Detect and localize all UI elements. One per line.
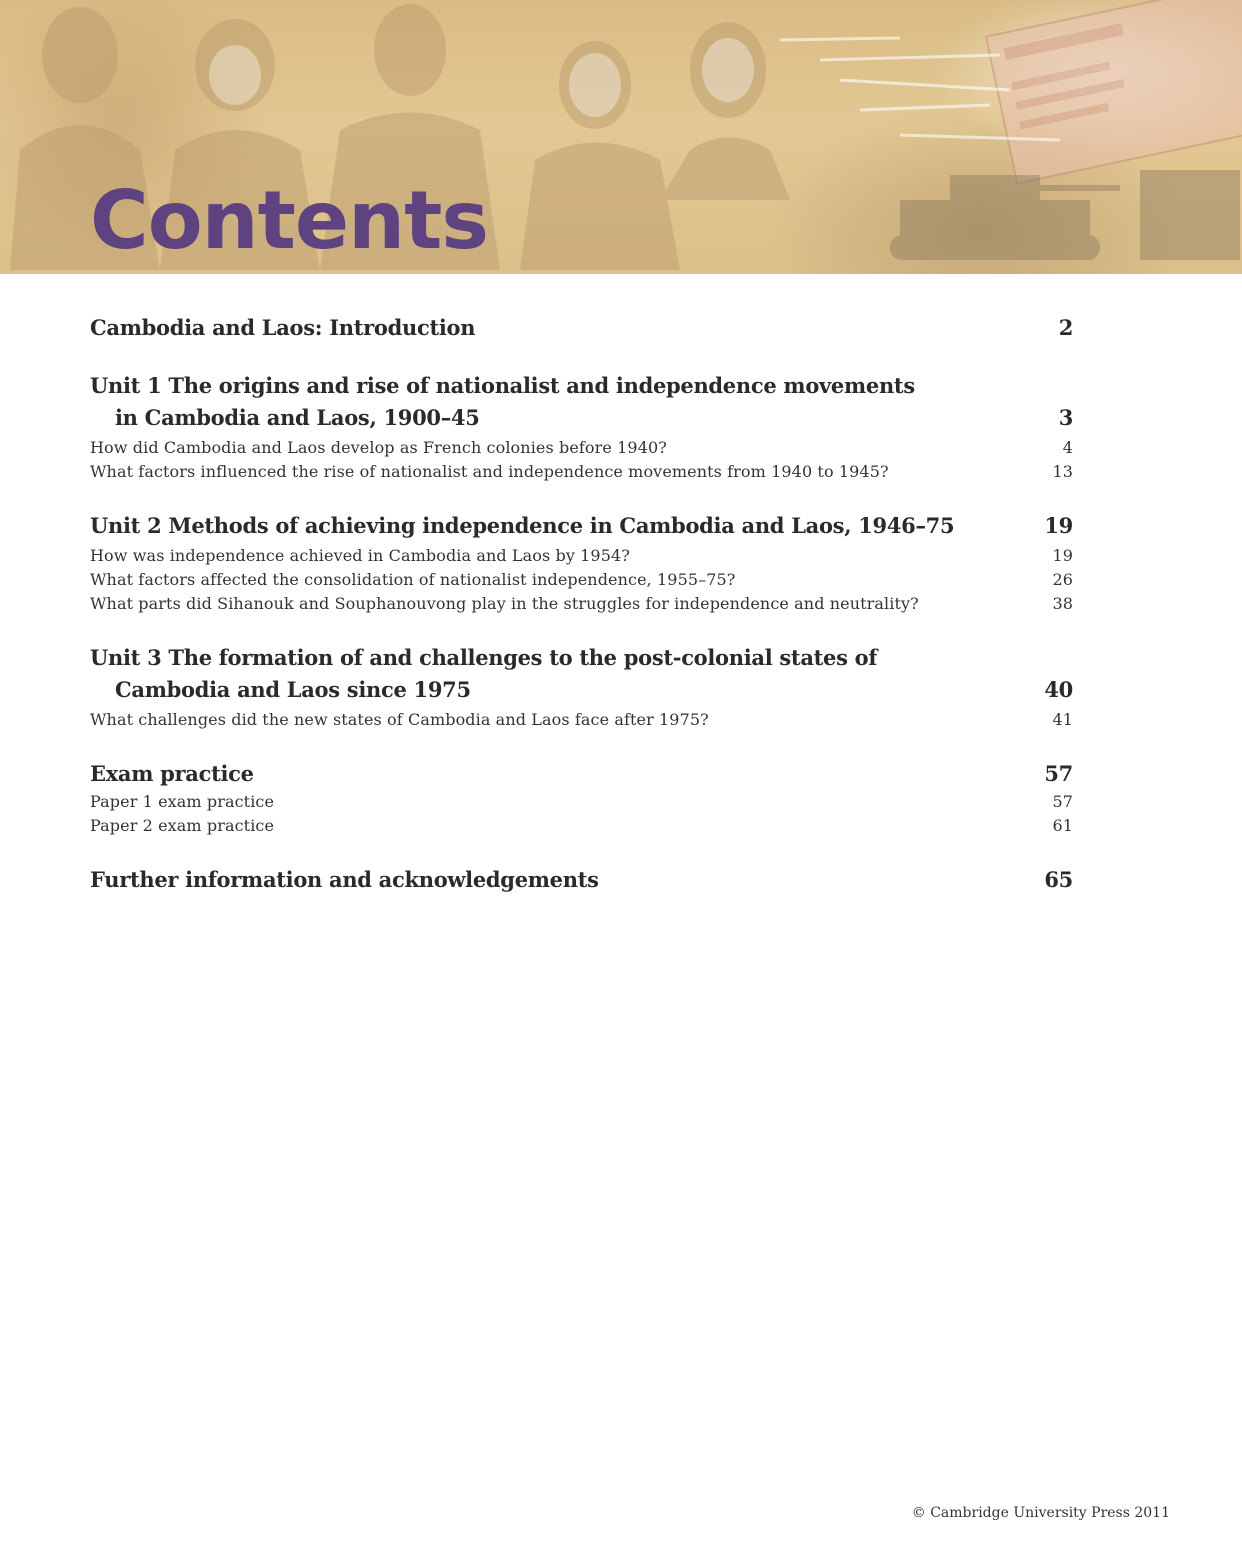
toc-entry-page: 19 bbox=[1052, 546, 1073, 565]
toc-section-further-information bbox=[90, 864, 1073, 896]
toc-entry[interactable] bbox=[90, 460, 1073, 484]
toc-heading-title: Unit 2 Methods of achieving independence in Cambodia and Laos, 1946–75 bbox=[90, 513, 955, 538]
toc-section-unit-3 bbox=[90, 642, 1073, 732]
toc-heading-page: 65 bbox=[1044, 867, 1073, 892]
toc-heading-page: 57 bbox=[1044, 761, 1073, 786]
toc-entry-page: 26 bbox=[1052, 570, 1073, 589]
toc-entry[interactable] bbox=[90, 708, 1073, 732]
table-of-contents bbox=[90, 312, 1073, 922]
toc-entry-title: How was independence achieved in Cambodia and Laos by 1954? bbox=[90, 546, 630, 565]
toc-heading-row[interactable] bbox=[90, 370, 1073, 434]
toc-entry-title: How did Cambodia and Laos develop as French colonies before 1940? bbox=[90, 438, 667, 457]
toc-heading-page: 40 bbox=[1044, 677, 1073, 702]
page-title: Contents bbox=[90, 174, 488, 267]
toc-entry-title: Paper 2 exam practice bbox=[90, 816, 275, 835]
toc-heading-page: 2 bbox=[1058, 315, 1073, 340]
toc-entry-page: 38 bbox=[1052, 594, 1073, 613]
toc-entry-page: 13 bbox=[1052, 462, 1073, 481]
toc-section-unit-2 bbox=[90, 510, 1073, 616]
toc-heading-title-line-1: Unit 3 The formation of and challenges to the post-colonial states of bbox=[90, 645, 878, 670]
toc-entry[interactable] bbox=[90, 814, 1073, 838]
toc-entry-title: What factors influenced the rise of nationalist and independence movements from 1940 to 1945? bbox=[90, 462, 889, 481]
toc-section-unit-1 bbox=[90, 370, 1073, 484]
copyright-notice: © Cambridge University Press 2011 bbox=[911, 1505, 1170, 1521]
toc-entry[interactable] bbox=[90, 436, 1073, 460]
toc-entry-page: 41 bbox=[1052, 710, 1073, 729]
toc-entry-page: 61 bbox=[1052, 816, 1073, 835]
toc-section-exam-practice bbox=[90, 758, 1073, 838]
toc-heading-title: Exam practice bbox=[90, 761, 254, 786]
toc-heading-title-line-1: Unit 1 The origins and rise of nationalist and independence movements bbox=[90, 373, 915, 398]
toc-section-intro bbox=[90, 312, 1073, 344]
toc-heading-row[interactable] bbox=[90, 642, 1073, 706]
toc-heading-row[interactable] bbox=[90, 312, 1073, 344]
toc-entry[interactable] bbox=[90, 790, 1073, 814]
toc-heading-row[interactable] bbox=[90, 510, 1073, 542]
toc-entry-title: What parts did Sihanouk and Souphanouvong play in the struggles for independence and neutrality? bbox=[90, 594, 919, 613]
toc-heading-title: Further information and acknowledgements bbox=[90, 867, 599, 892]
toc-heading-page: 3 bbox=[1058, 405, 1073, 430]
toc-entry-page: 4 bbox=[1062, 438, 1073, 457]
toc-entry-title: What challenges did the new states of Cambodia and Laos face after 1975? bbox=[90, 710, 709, 729]
toc-heading-title-line-2: in Cambodia and Laos, 1900–45 bbox=[115, 405, 480, 430]
toc-heading-title-line-2: Cambodia and Laos since 1975 bbox=[115, 677, 471, 702]
toc-heading-page: 19 bbox=[1044, 513, 1073, 538]
toc-entry[interactable] bbox=[90, 568, 1073, 592]
toc-entry[interactable] bbox=[90, 544, 1073, 568]
toc-heading-row[interactable] bbox=[90, 758, 1073, 790]
header-banner bbox=[0, 0, 1242, 274]
toc-heading-title: Cambodia and Laos: Introduction bbox=[90, 315, 476, 340]
toc-entry[interactable] bbox=[90, 592, 1073, 616]
toc-entry-page: 57 bbox=[1052, 792, 1073, 811]
toc-entry-title: What factors affected the consolidation of nationalist independence, 1955–75? bbox=[90, 570, 736, 589]
toc-entry-title: Paper 1 exam practice bbox=[90, 792, 275, 811]
toc-heading-row[interactable] bbox=[90, 864, 1073, 896]
